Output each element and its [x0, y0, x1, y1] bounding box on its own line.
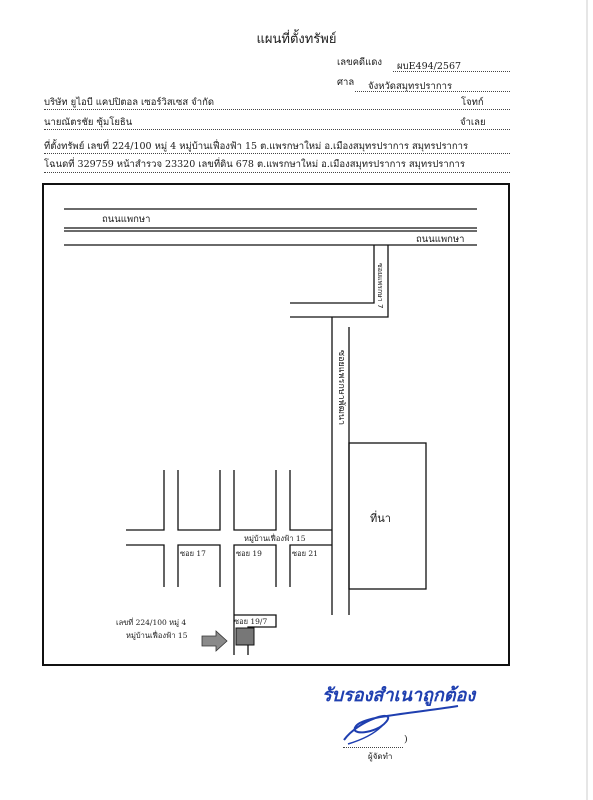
pin-arrow-icon	[202, 631, 227, 651]
village-road-top-2	[178, 470, 220, 530]
case-number-line	[393, 71, 510, 72]
property-location: ที่ตั้งทรัพย์ เลขที่ 224/100 หมู่ 4 หมู่บ้านเฟื่องฟ้า 15 ต.แพรกษาใหม่ อ.เมืองสมุทรปราการ สมุทรปราการ	[44, 141, 469, 152]
maker-label: ผู้จัดทำ	[368, 752, 393, 761]
label-soi-19: ซอย 19	[236, 549, 262, 558]
soi7-right	[290, 245, 388, 317]
pin-label-village: หมู่บ้านเฟื่องฟ้า 15	[126, 631, 188, 640]
label-soi-17: ซอย 17	[180, 549, 206, 558]
case-label: เลขคดีแดง	[337, 57, 383, 68]
defendant-name: นายณัตรชัย ซุ้มโยธิน	[44, 117, 133, 128]
property-deed: โฉนดที่ 329759 หน้าสำรวจ 23320 เลขที่ดิน 678 ต.แพรกษาใหม่ อ.เมืองสมุทรปราการ สมุทรปราการ	[44, 159, 465, 170]
village-road-top-3	[234, 470, 276, 530]
scan-edge	[586, 0, 588, 800]
property-lot	[236, 628, 254, 645]
court-label: ศาล	[337, 77, 355, 88]
signature-icon	[338, 700, 468, 750]
pin-label-address: เลขที่ 224/100 หมู่ 4	[116, 618, 187, 627]
defendant-line	[44, 129, 510, 130]
village-road-top-4	[290, 470, 332, 530]
page-title: แผนที่ตั้งทรัพย์	[256, 32, 337, 47]
plaintiff-name: บริษัท ยูไอบี แคปปิตอล เซอร์วิสเซส จำกัด	[44, 97, 215, 108]
signature-line	[343, 747, 403, 748]
property-line2	[44, 172, 510, 173]
case-number: ผบE494/2567	[397, 61, 462, 72]
defendant-role: จำเลย	[460, 117, 486, 128]
label-village: หมู่บ้านเฟื่องฟ้า 15	[244, 534, 306, 543]
village-road-bot-1	[126, 545, 164, 587]
signature-paren: )	[404, 734, 408, 745]
certified-stamp: รับรองสำเนาถูกต้อง	[322, 685, 476, 706]
label-soi-phatthana: ซอยแพรกษาพัฒนา	[336, 350, 346, 426]
location-map	[42, 183, 510, 666]
label-field: ที่นา	[370, 512, 391, 525]
label-soi-praeksa-7: ซอยแพรกษา 7	[376, 263, 384, 309]
village-road-top-1	[126, 470, 164, 530]
label-main-road-right: ถนนแพกษา	[416, 234, 465, 245]
road-network	[44, 185, 512, 668]
plaintiff-line	[44, 109, 510, 110]
plaintiff-role: โจทก์	[461, 97, 484, 108]
court-line	[355, 91, 510, 92]
property-line1	[44, 153, 510, 154]
label-main-road-top: ถนนแพกษา	[102, 214, 151, 225]
court-name: จังหวัดสมุทรปราการ	[368, 81, 453, 92]
label-soi-21: ซอย 21	[292, 549, 318, 558]
label-soi-19-7: ซอย 19/7	[234, 617, 268, 626]
soi7-left	[290, 245, 374, 303]
